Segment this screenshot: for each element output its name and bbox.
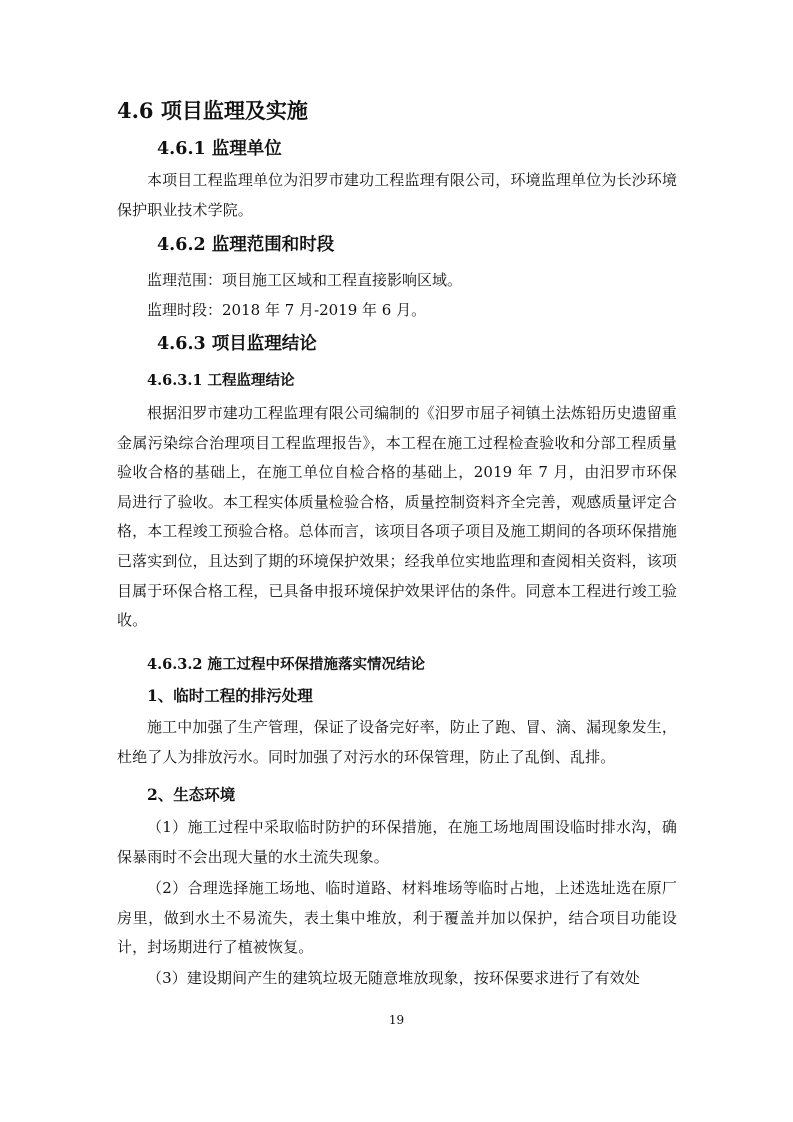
item-heading-ecology: 2、生态环境 <box>147 785 236 804</box>
paragraph-engineering-conclusion: 根据汨罗市建功工程监理有限公司编制的《汨罗市屈子祠镇土法炼铅历史遗留重金属污染综合治理项目工程监理报告》，本工程在施工过程检查验收和分部工程质量验收合格的基础上，在施工单位自检合格的基础上，2019 年 7 月，由汨罗市环保局进行了验收。本工程实体质量检验合格，质量控制资料齐全完善，观感质量评定合格，本工程竣工预验合格。总体而言，该项目各项子项目及施工期间的各项环保措施已落实到位，且达到了期的环境保护效果；经我单位实地监理和查阅相关资料，该项目属于环保合格工程，已具备申报环境保护效果评估的条件。同意本工程进行竣工验收。 <box>117 404 677 630</box>
subsection-heading-461: 4.6.1 监理单位 <box>157 139 282 159</box>
paragraph-ecology-3: （3）建设期间产生的建筑垃圾无随意堆放现象，按环保要求进行了有效处 <box>147 969 640 987</box>
paragraph-ecology-2: （2）合理选择施工场地、临时道路、材料堆场等临时占地，上述选址选在原厂房里，做到水土不易流失，表土集中堆放，利于覆盖并加以保护，结合项目功能设计，封场期进行了植被恢复。 <box>117 879 677 957</box>
heading-4632: 4.6.3.2 施工过程中环保措施落实情况结论 <box>147 656 426 673</box>
paragraph-ecology-1: （1）施工过程中采取临时防护的环保措施，在施工场地周围设临时排水沟，确保暴雨时不会出现大量的水土流失现象。 <box>117 818 677 866</box>
subsection-heading-462: 4.6.2 监理范围和时段 <box>157 235 335 255</box>
paragraph-temporary-works: 施工中加强了生产管理，保证了设备完好率，防止了跑、冒、滴、漏现象发生，杜绝了人为排放污水。同时加强了对污水的环保管理，防止了乱倒、乱排。 <box>117 718 677 766</box>
paragraph-supervision-scope: 监理范围：项目施工区域和工程直接影响区域。 <box>147 271 463 289</box>
paragraph-supervision-period: 监理时段：2018 年 7 月-2019 年 6 月。 <box>147 301 427 319</box>
page-number: 19 <box>388 1013 405 1027</box>
item-heading-temporary-works: 1、临时工程的排污处理 <box>147 686 313 705</box>
section-heading: 4.6 项目监理及实施 <box>117 98 308 123</box>
paragraph-supervision-units: 本项目工程监理单位为汨罗市建功工程监理有限公司，环境监理单位为长沙环境保护职业技术学院。 <box>117 171 677 219</box>
heading-4631: 4.6.3.1 工程监理结论 <box>147 372 295 389</box>
subsection-heading-463: 4.6.3 项目监理结论 <box>157 334 317 354</box>
